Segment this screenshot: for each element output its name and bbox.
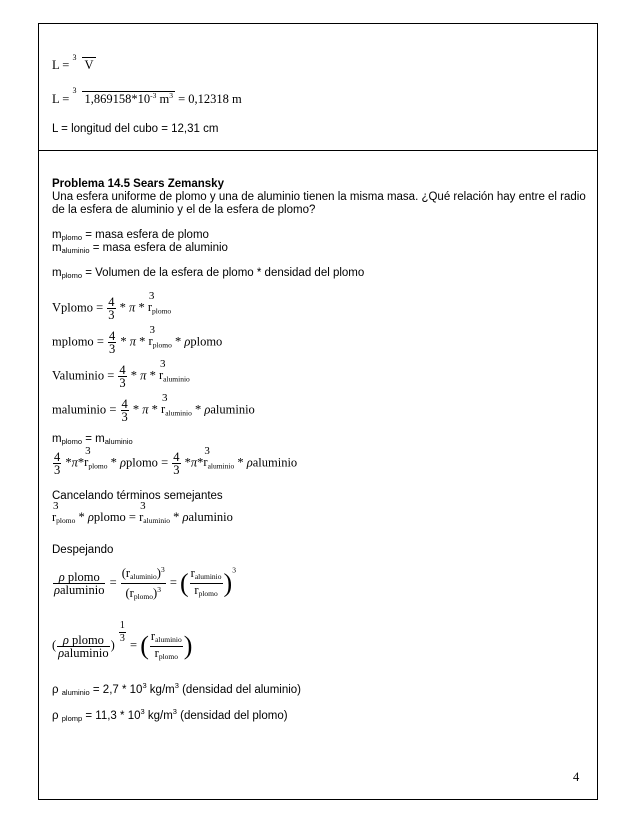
formula-density-ratio: $\frac{\text{ρ plomo}}{\text{ρaluminio}}$ = $\frac{(r_{aluminio})^3}{(r_{plomo})^3}$ = ( $\frac{r_{aluminio}}{r_{plomo}}$ )$^3$	[54, 565, 236, 601]
formula-cube-root-volume: L = 3 V	[52, 53, 94, 72]
formula-volume-lead: Vplomo = $\frac{4}{3}$ * π * 3 $r_{plomo}$	[52, 290, 172, 322]
formula-mass-lead: mplomo = $\frac{4}{3}$ * π * 3 $r_{plomo}$ * ρplomo	[52, 324, 223, 356]
problem-statement-1: Una esfera uniforme de plomo y una de aluminio tienen la misma masa. ¿Qué relación hay entre el radio	[52, 191, 586, 203]
solving-label: Despejando	[52, 544, 114, 556]
cancel-terms-label: Cancelando términos semejantes	[52, 490, 223, 502]
definition-mass-aluminum: $m_{aluminio}$ = masa esfera de aluminio	[52, 242, 228, 255]
formula-cancelled: 3 $r_{plomo}$ * ρplomo = 3 $r_{aluminio}$ * ρaluminio	[52, 500, 233, 525]
problem-title: Problema 14.5 Sears Zemansky	[52, 178, 224, 190]
cube-length-note: L = longitud del cubo = 12,31 cm	[52, 123, 219, 135]
problem-statement-2: de la esfera de aluminio y el de la esfera de plomo?	[52, 204, 316, 216]
formula-mass-equality: $\frac{4}{3}$ *π* 3 $r_{plomo}$ * ρplomo = $\frac{4}{3}$ *π* 3 $r_{aluminio}$ * ρaluminio	[54, 445, 298, 477]
formula-volume-aluminum: Valuminio = $\frac{4}{3}$ * π * 3 $r_{aluminio}$	[52, 358, 190, 390]
formula-mass-aluminum: maluminio = $\frac{4}{3}$ * π * 3 $r_{aluminio}$ * ρaluminio	[52, 392, 255, 424]
definition-mass-lead: $m_{plomo}$ = masa esfera de plomo	[52, 229, 209, 242]
definition-mass-volume-density: $m_{plomo}$ = Volumen de la esfera de plomo * densidad del plomo	[52, 267, 365, 280]
formula-radius-ratio: ( $\frac{\text{ρ plomo}}{\text{ρaluminio}}$ ) $\frac{1}{3}$ = ( $\frac{r_{aluminio}}{r_{plomo}}$ )	[52, 620, 193, 661]
section-divider	[38, 150, 598, 151]
density-lead: ρ $_{plomp} = 11,3 * 10^3$ $kg/m^3$ (densidad del plomo)	[52, 707, 288, 723]
formula-cube-root-value: L = 3 $1,869158*10^{-3}$ $m^3 = 0,12318$ m	[52, 86, 242, 106]
page-number: 4	[573, 770, 580, 784]
density-aluminum: ρ $_{aluminio} = 2,7 * 10^3$ $kg/m^3$ (densidad del aluminio)	[52, 681, 302, 697]
equal-masses-statement: $m_{plomo} = m_{aluminio}$	[52, 433, 133, 446]
